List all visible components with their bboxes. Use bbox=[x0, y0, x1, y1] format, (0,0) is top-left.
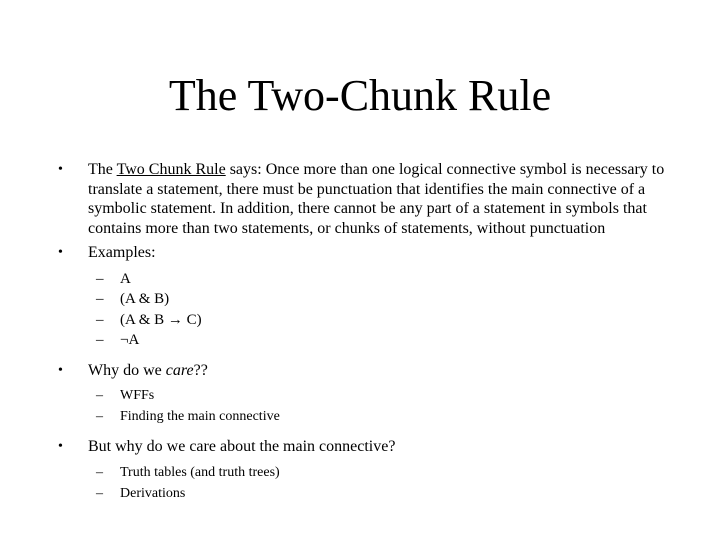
main-connective-label: But why do we care about the main connective? bbox=[88, 438, 396, 455]
examples-label: Examples: bbox=[88, 244, 156, 261]
bullet-main-connective bbox=[56, 437, 666, 457]
dash-marker: – bbox=[96, 332, 104, 348]
rule-text: says: Once more than one logical connective symbol is necessary to translate a statement, there must be punctuation that identifies the main connective of a symbolic statement. In addition, there cannot be any part of a statement in symbols that contains more than two statements, or chunks of statements, without punctuation bbox=[88, 161, 665, 237]
slide-content bbox=[56, 160, 666, 504]
dash-marker: – bbox=[96, 485, 103, 501]
why-item-text: WFFs bbox=[120, 388, 155, 403]
example-item bbox=[96, 269, 666, 290]
example-item bbox=[96, 289, 666, 310]
dash-marker: – bbox=[96, 311, 104, 328]
main-connective-item bbox=[96, 462, 666, 483]
main-connective-item-text: Truth tables (and truth trees) bbox=[120, 464, 280, 480]
main-connective-item-text: Derivations bbox=[120, 485, 186, 501]
bullet-rule bbox=[56, 160, 666, 238]
dash-marker: – bbox=[96, 388, 103, 403]
why-suffix: ?? bbox=[193, 361, 208, 379]
dash-marker: – bbox=[96, 291, 104, 307]
bullet-why bbox=[56, 361, 666, 381]
example-text: (A & B → C) bbox=[120, 311, 202, 328]
why-prefix: Why do we bbox=[88, 361, 166, 379]
example-text: ¬A bbox=[120, 332, 140, 348]
examples-list bbox=[96, 269, 666, 351]
why-item bbox=[96, 406, 666, 427]
dash-marker: – bbox=[96, 409, 103, 424]
why-list bbox=[96, 385, 666, 427]
bullet-dot: • bbox=[58, 439, 63, 454]
bullet-examples bbox=[56, 243, 666, 263]
why-emph: care bbox=[165, 361, 194, 379]
rule-prefix: The bbox=[88, 161, 117, 178]
main-connective-item bbox=[96, 483, 666, 504]
bullet-dot: • bbox=[58, 162, 63, 177]
slide-title: The Two-Chunk Rule bbox=[168, 71, 552, 120]
dash-marker: – bbox=[96, 464, 103, 480]
example-item bbox=[96, 310, 666, 331]
bullet-dot: • bbox=[58, 362, 63, 378]
example-text: A bbox=[120, 270, 131, 287]
why-item bbox=[96, 385, 666, 406]
example-text: (A & B) bbox=[120, 291, 170, 307]
dash-marker: – bbox=[96, 270, 104, 287]
example-item bbox=[96, 330, 666, 351]
bullet-dot: • bbox=[58, 245, 63, 260]
main-connective-list bbox=[96, 462, 666, 504]
why-item-text: Finding the main connective bbox=[120, 409, 280, 424]
rule-term: Two Chunk Rule bbox=[116, 161, 226, 178]
